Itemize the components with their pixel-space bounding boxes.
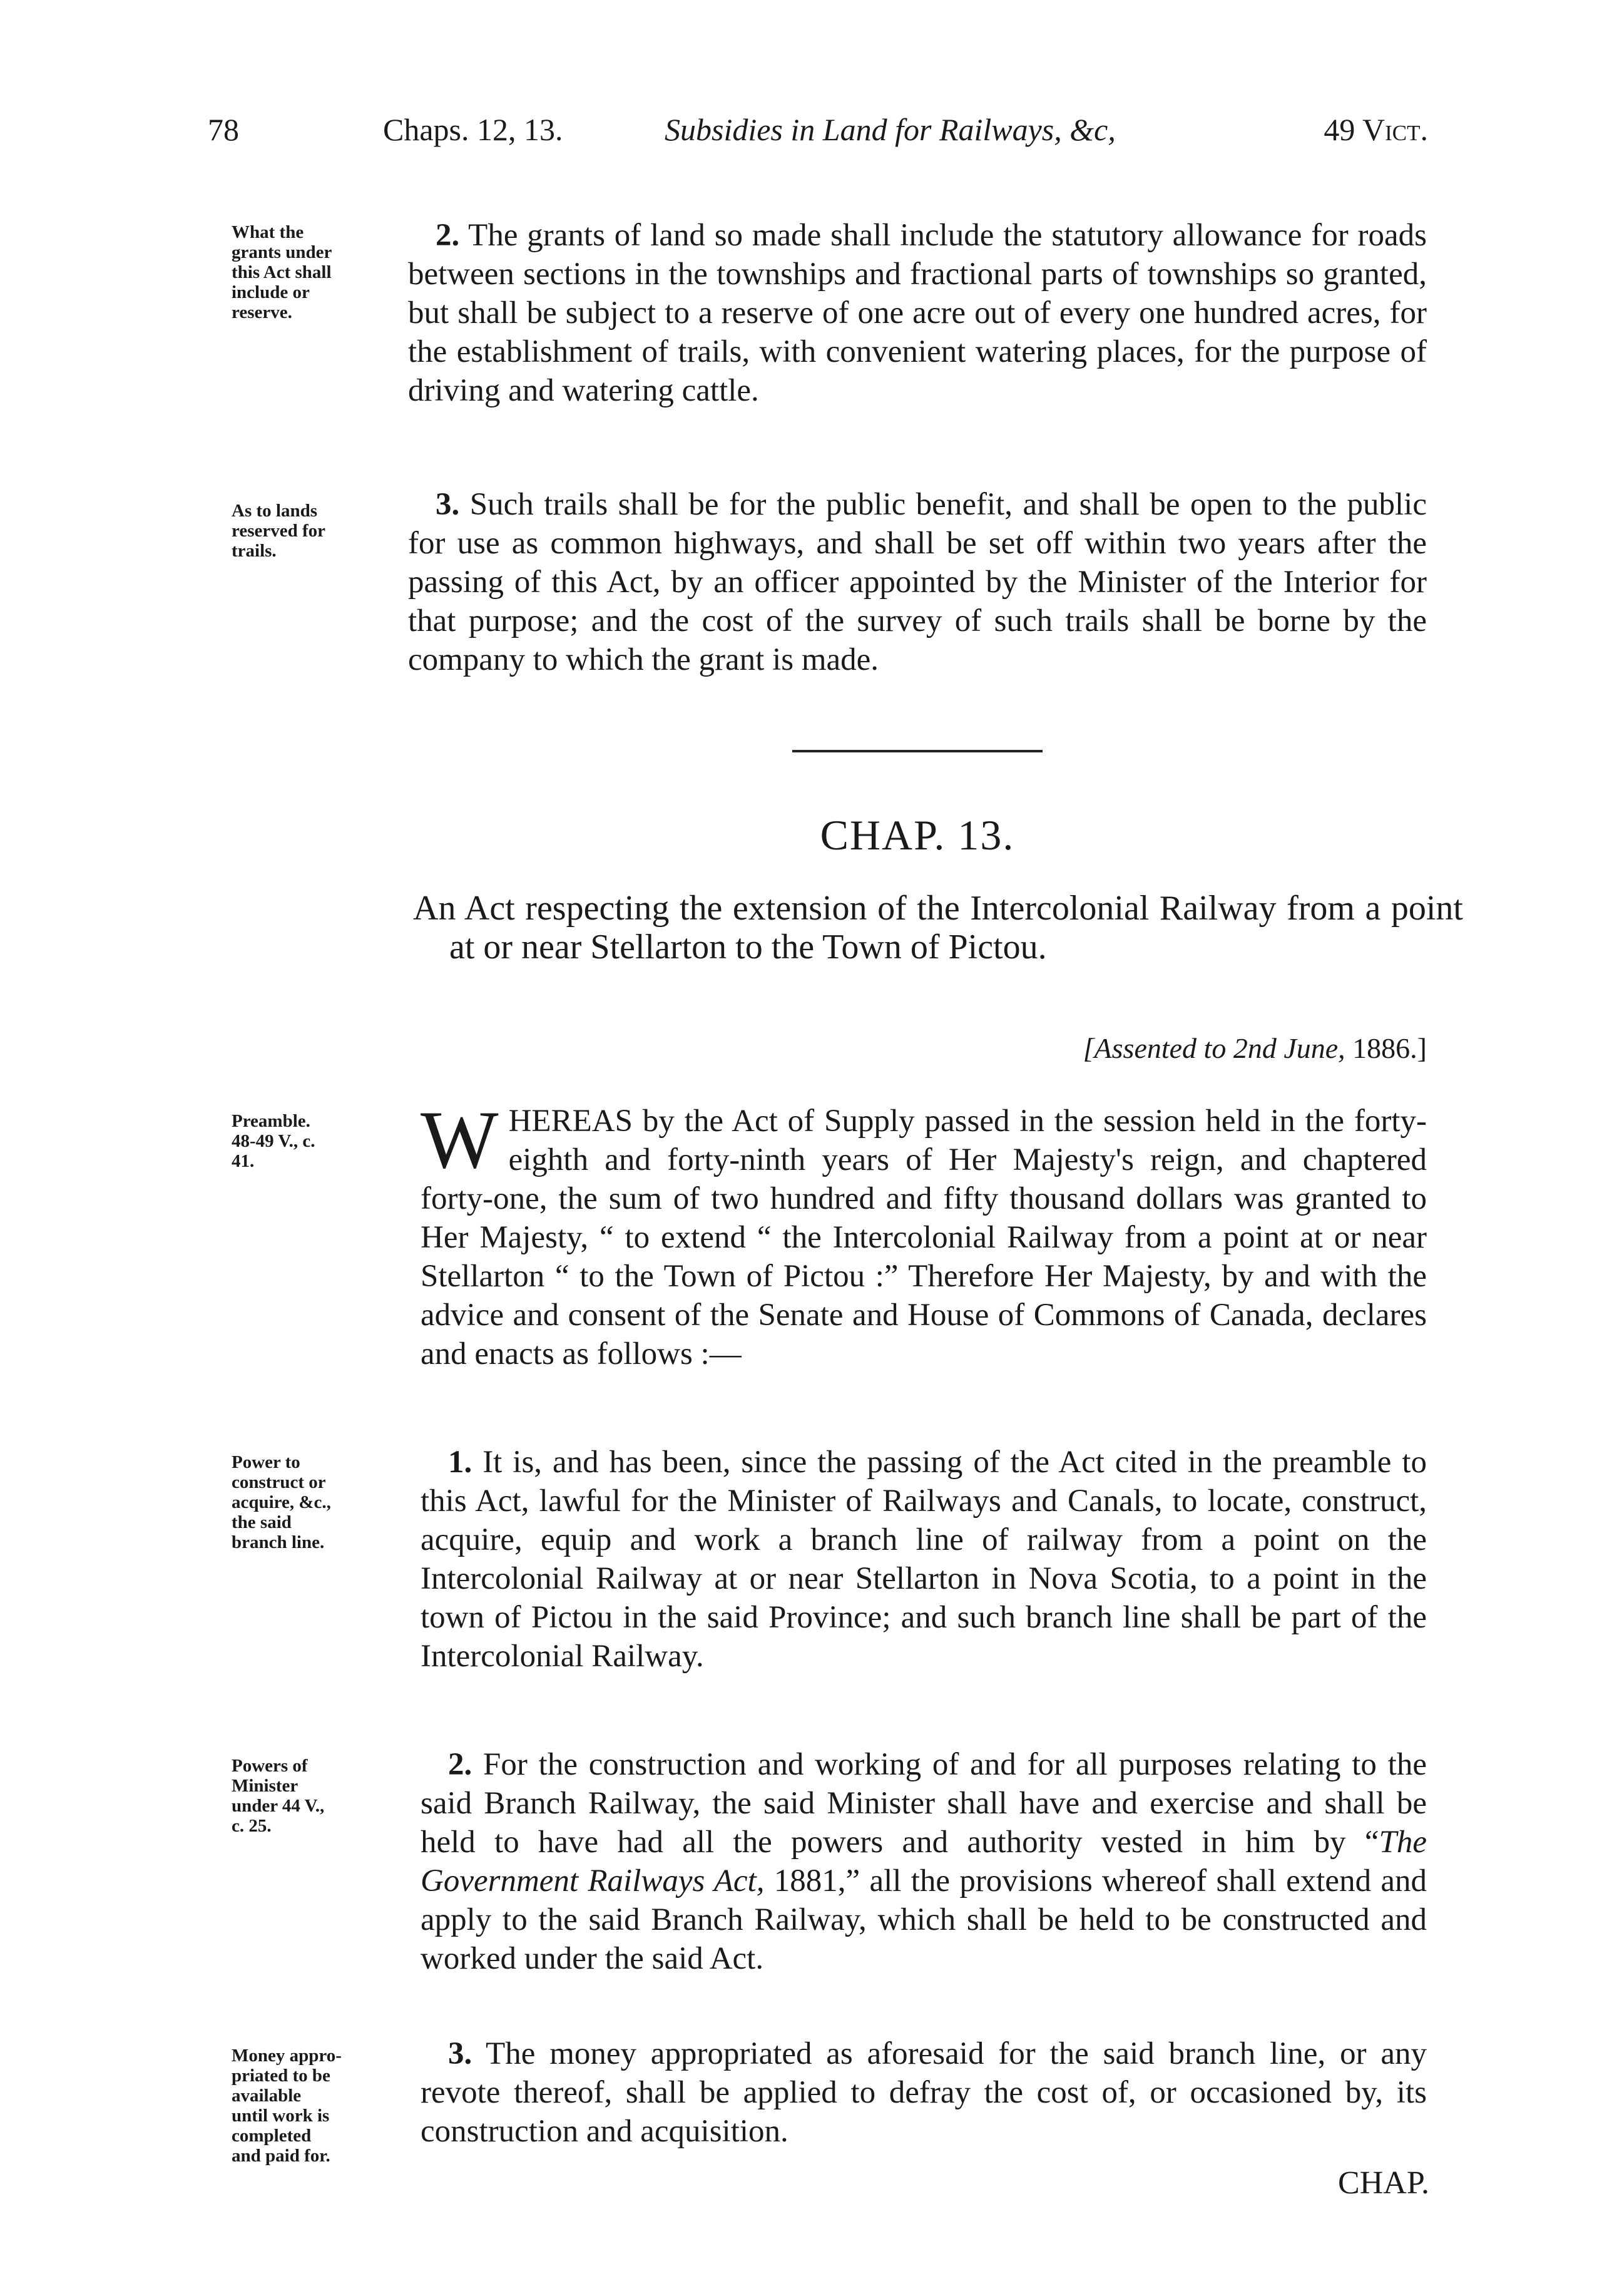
assent-text: [Assented to 2nd June,	[1083, 1032, 1345, 1064]
section-paragraph	[421, 1443, 1427, 1676]
section-text: Such trails shall be for the public benefit, and shall be open to the public for use as common highways, and shall be set off within two years after the passing of this Act, by an officer appointed by the Minister of the Interior for that purpose; and the cost of the survey of such trails shall be borne by the company to which the grant is made.	[408, 487, 1427, 677]
margin-note: What the grants under this Act shall include or reserve.	[232, 222, 332, 322]
margin-note: Money appro- priated to be available until work is completed and paid for.	[232, 2046, 342, 2166]
section-number: 2.	[448, 1747, 472, 1782]
section-paragraph	[408, 485, 1427, 679]
preamble-text: HEREAS by the Act of Supply passed in the session held in the forty-eighth and forty-ninth years of Her Majesty's reign, and chaptered forty-one, the sum of two hundred and fifty thousand dollars was granted to Her Majesty, “ to extend “ the Intercolonial Railway from a point at or near Stellarton “ to the Town of Pictou :” Therefore Her Majesty, by and with the advice and consent of the Senate and House of Commons of Canada, declares and enacts as follows :—	[421, 1104, 1427, 1371]
section-text: It is, and has been, since the passing of the Act cited in the preamble to this Act, lawful for the Minister of Railways and Canals, to locate, construct, acquire, equip and work a branch line of railway from a point on the Intercolonial Railway at or near Stellarton in Nova Scotia, to a point in the town of Pictou in the said Province; and such branch line shall be part of the Intercolonial Railway.	[421, 1445, 1427, 1674]
section-paragraph	[421, 2034, 1427, 2151]
drop-cap: W	[421, 1094, 499, 1186]
section-number: 3.	[436, 487, 460, 522]
section-number: 1.	[448, 1445, 472, 1480]
section-number: 3.	[448, 2036, 472, 2071]
header-regnal-year: 49 Vict.	[1324, 112, 1428, 147]
section-text: The grants of land so made shall include the statutory allowance for roads between sections in the townships and fractional parts of townships so granted, but shall be subject to a reserve of one acre out of every one hundred acres, for the establishment of trails, with convenient watering places, for the purpose of driving and watering cattle.	[408, 218, 1427, 408]
margin-note: As to lands reserved for trails.	[232, 501, 326, 561]
running-header	[208, 111, 1428, 161]
margin-note: Power to construct or acquire, &c., the said branch line.	[232, 1452, 331, 1552]
margin-note: Powers of Minister under 44 V., c. 25.	[232, 1756, 325, 1836]
page-number: 78	[208, 112, 239, 147]
section-text: The money appropriated as aforesaid for the said branch line, or any revote thereof, shall be applied to defray the cost of, or occasioned by, its construction and acquisition.	[421, 2036, 1427, 2149]
assent-date	[1083, 1032, 1427, 1065]
header-chapters: Chaps. 12, 13.	[383, 112, 563, 147]
assent-year: 1886.]	[1352, 1032, 1427, 1064]
section-paragraph	[408, 216, 1427, 410]
act-title: An Act respecting the extension of the Intercolonial Railway from a point at or near Stellarton to the Town of Pictou.	[413, 889, 1463, 966]
section-text: For the construction and working of and for all purposes relating to the said Branch Railway, the said Minister shall have and exercise and shall be held to have had all the powers and authority vested in him by “	[421, 1747, 1427, 1860]
section-paragraph	[421, 1745, 1427, 1978]
section-text-continued: 1881,” all the provisions whereof shall extend and apply to the said Branch Railway, which shall be held to be constructed and worked under the said Act.	[421, 1863, 1427, 1976]
catchword: CHAP.	[1338, 2165, 1429, 2201]
chapter-heading: CHAP. 13.	[820, 811, 1015, 859]
statute-title: The Government Railways Act,	[421, 1825, 1427, 1899]
header-title: Subsidies in Land for Railways, &c,	[665, 112, 1116, 147]
section-divider	[792, 750, 1043, 752]
section-number: 2.	[436, 218, 460, 253]
margin-note: Preamble. 48-49 V., c. 41.	[232, 1111, 315, 1171]
preamble-paragraph	[421, 1094, 1427, 1373]
